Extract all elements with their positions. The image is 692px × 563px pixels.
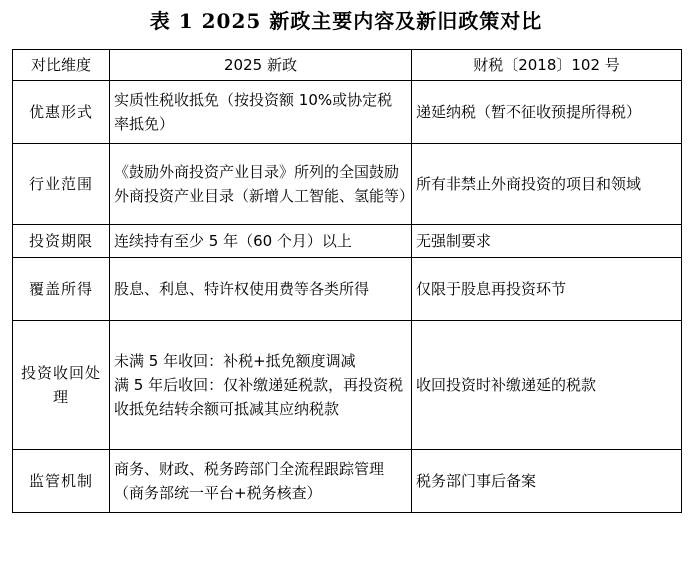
header-old-policy: 财税〔2018〕102 号: [412, 50, 682, 81]
row-new-policy: [110, 321, 412, 450]
table-row: [13, 81, 682, 144]
header-dimension: 对比维度: [13, 50, 110, 81]
row-new-policy: 《鼓励外商投资产业目录》所列的全国鼓励外商投资产业目录（新增人工智能、氢能等）: [110, 144, 412, 225]
row-dimension: 监管机制: [13, 450, 110, 513]
row-old-policy: 无强制要求: [412, 225, 682, 258]
row-new-policy: 实质性税收抵免（按投资额 10%或协定税率抵免）: [110, 81, 412, 144]
table-row: [13, 225, 682, 258]
new-policy-line-late-withdrawal: 满 5 年后收回：仅补缴递延税款，再投资税收抵免结转余额可抵减其应纳税款: [114, 376, 404, 418]
row-old-policy: 所有非禁止外商投资的项目和领域: [412, 144, 682, 225]
table-title: 表 1 2025 新政主要内容及新旧政策对比: [149, 9, 543, 33]
row-new-policy: 连续持有至少 5 年（60 个月）以上: [110, 225, 412, 258]
row-dimension: 投资期限: [13, 225, 110, 258]
row-new-policy: 商务、财政、税务跨部门全流程跟踪管理（商务部统一平台+税务核查）: [110, 450, 412, 513]
table-row: [13, 258, 682, 321]
row-dimension: 覆盖所得: [13, 258, 110, 321]
header-row: [13, 50, 682, 81]
table-row: [13, 450, 682, 513]
table-row: [13, 321, 682, 450]
row-old-policy: 收回投资时补缴递延的税款: [412, 321, 682, 450]
row-new-policy: 股息、利息、特许权使用费等各类所得: [110, 258, 412, 321]
row-dimension: 投资收回处理: [13, 321, 110, 450]
row-dimension: 行业范围: [13, 144, 110, 225]
policy-comparison-table: [12, 49, 682, 513]
row-old-policy: 税务部门事后备案: [412, 450, 682, 513]
row-old-policy: 递延纳税（暂不征收预提所得税）: [412, 81, 682, 144]
row-old-policy: 仅限于股息再投资环节: [412, 258, 682, 321]
header-new-policy: 2025 新政: [110, 50, 412, 81]
row-dimension: 优惠形式: [13, 81, 110, 144]
table-row: [13, 144, 682, 225]
new-policy-line-early-withdrawal: 未满 5 年收回：补税+抵免额度调减: [114, 352, 356, 370]
